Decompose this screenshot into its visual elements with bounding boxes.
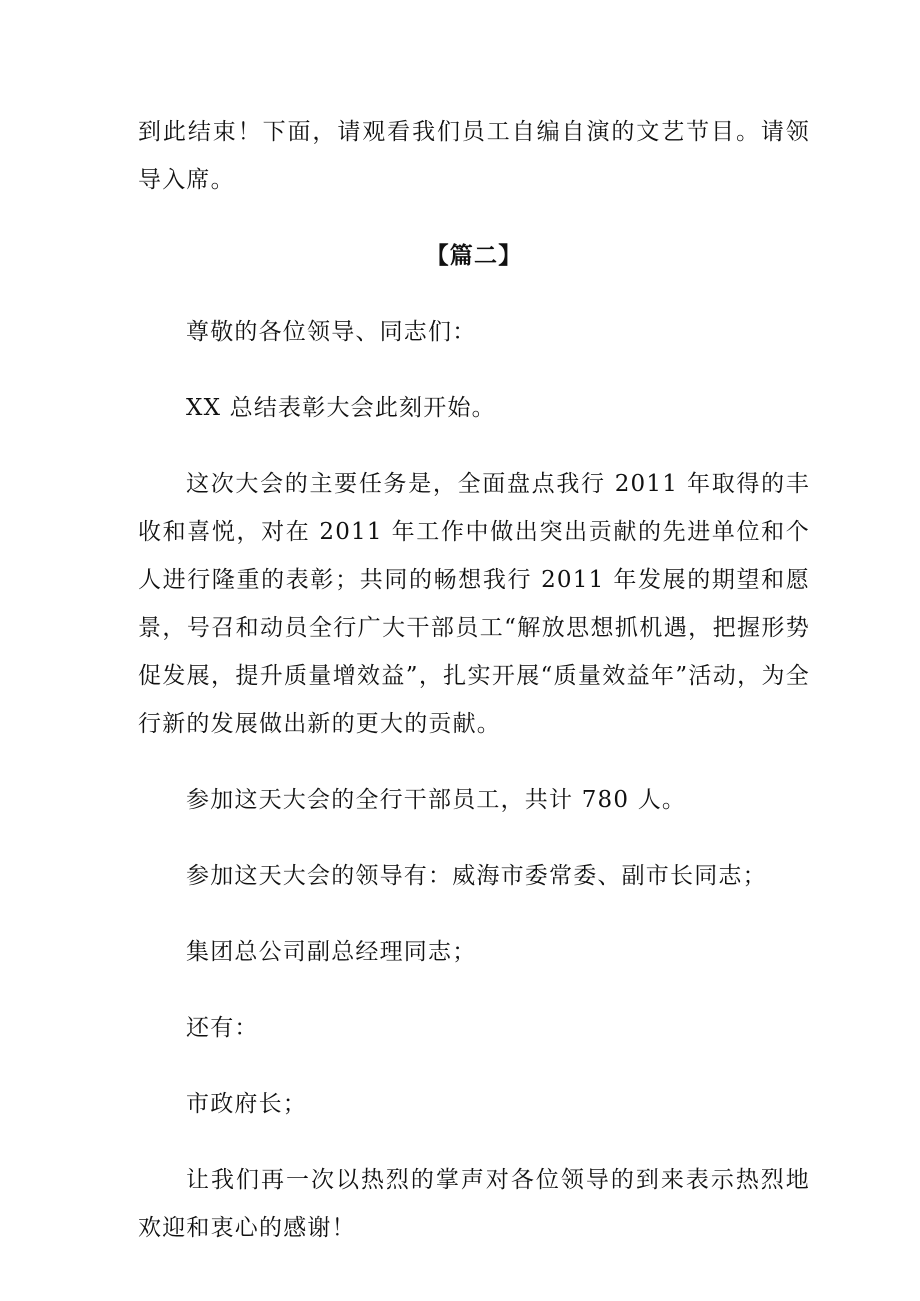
mayor-paragraph: 市政府长； — [186, 1091, 307, 1117]
group-paragraph: 集团总公司副总经理同志； — [186, 939, 477, 965]
section-title: 【篇二】 — [425, 243, 523, 269]
closing-paragraph: 到此结束！下面，请观看我们员工自编自演的文艺节目。请领导入席。 — [138, 119, 810, 193]
document-body — [138, 108, 810, 1252]
task-paragraph: 这次大会的主要任务是，全面盘点我行 2011 年取得的丰收和喜悦，对在 2011 年工作中做出突出贡献的先进单位和个人进行隆重的表彰；共同的畅想我行 2011 年发展的期望和愿景，号召和动员全行广大干部员工“解放思想抓机遇，把握形势促发展，提升质量增效益”，扎实开展“质量效益年”活动，为全行新的发展做出新的更大的贡献。 — [138, 471, 810, 737]
also-paragraph: 还有： — [186, 1015, 259, 1041]
opening-paragraph: XX 总结表彰大会此刻开始。 — [186, 395, 496, 421]
leaders-paragraph: 参加这天大会的领导有：威海市委常委、副市长同志； — [186, 863, 767, 889]
greeting-paragraph: 尊敬的各位领导、同志们： — [186, 319, 477, 345]
applause-paragraph: 让我们再一次以热烈的掌声对各位领导的到来表示热烈地欢迎和衷心的感谢！ — [138, 1167, 810, 1241]
attendance-paragraph: 参加这天大会的全行干部员工，共计 780 人。 — [186, 787, 687, 813]
